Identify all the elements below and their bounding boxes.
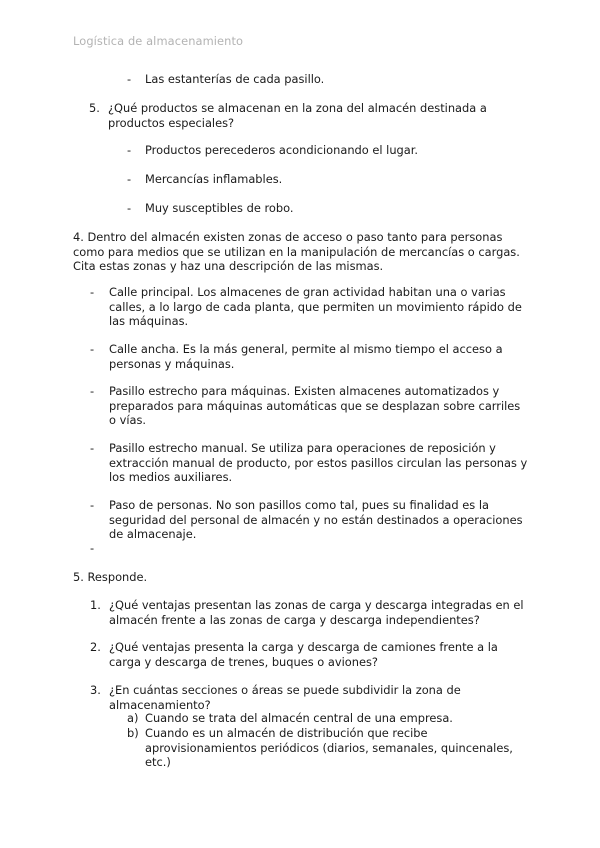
question-text: ¿Qué ventajas presenta la carga y descarga de camiones frente a la carga y descarga de trenes, buques o aviones?	[109, 640, 498, 669]
list-item-text: Las estanterías de cada pasillo.	[145, 72, 325, 86]
bullet-dash: -	[127, 72, 132, 86]
bullet-dash: -	[127, 201, 132, 215]
question-text: ¿Qué productos se almacenan en la zona del almacén destinada a productos especiales?	[108, 101, 487, 130]
question-number: 5.	[89, 101, 100, 115]
page-header: Logística de almacenamiento	[73, 34, 244, 48]
question-number: 1.	[90, 598, 101, 612]
list-item-text: Productos perecederos acondicionando el lugar.	[145, 143, 419, 157]
section-5-heading: 5. Responde.	[73, 570, 148, 584]
list-item-text: Paso de personas. No son pasillos como tal, pues su finalidad es la seguridad del personal de almacén y no están destinados a operaciones de almacenaje.	[109, 498, 523, 541]
bullet-dash: -	[127, 172, 132, 186]
list-item-text: Calle ancha. Es la más general, permite al mismo tiempo el acceso a personas y máquinas.	[109, 342, 503, 371]
bullet-dash: -	[90, 498, 95, 512]
sub-item-text: Cuando se trata del almacén central de una empresa.	[145, 711, 453, 725]
question-number: 2.	[90, 640, 101, 654]
section-4-question: 4. Dentro del almacén existen zonas de acceso o paso tanto para personas como para medios que se utilizan en la manipulación de mercancías o cargas. Cita estas zonas y haz una descripción de las mismas.	[73, 230, 520, 273]
list-item-text: Pasillo estrecho manual. Se utiliza para operaciones de reposición y extracción manual de producto, por estos pasillos circulan las personas y los medios auxiliares.	[109, 441, 528, 484]
bullet-dash: -	[127, 143, 132, 157]
list-item-text: Mercancías inflamables.	[145, 172, 283, 186]
bullet-dash: -	[90, 384, 95, 398]
question-text: ¿Qué ventajas presentan las zonas de carga y descarga integradas en el almacén frente a las zonas de carga y descarga independientes?	[109, 598, 524, 627]
bullet-dash: -	[90, 541, 95, 555]
list-item-text: Pasillo estrecho para máquinas. Existen almacenes automatizados y preparados para máquinas automáticas que se desplazan sobre carriles o vías.	[109, 384, 521, 427]
bullet-dash: -	[90, 342, 95, 356]
question-number: 3.	[90, 683, 101, 697]
list-item-text: Calle principal. Los almacenes de gran actividad habitan una o varias calles, a lo largo de cada planta, que permiten un movimiento rápido de las máquinas.	[109, 285, 522, 328]
bullet-dash: -	[90, 285, 95, 299]
list-item-text: Muy susceptibles de robo.	[145, 201, 294, 215]
sub-item-text: Cuando es un almacén de distribución que recibe aprovisionamientos periódicos (diarios, semanales, quincenales, etc.)	[145, 726, 513, 769]
sub-item-marker: b)	[127, 726, 139, 740]
question-text: ¿En cuántas secciones o áreas se puede subdividir la zona de almacenamiento?	[109, 683, 461, 712]
bullet-dash: -	[90, 441, 95, 455]
sub-item-marker: a)	[127, 711, 139, 725]
